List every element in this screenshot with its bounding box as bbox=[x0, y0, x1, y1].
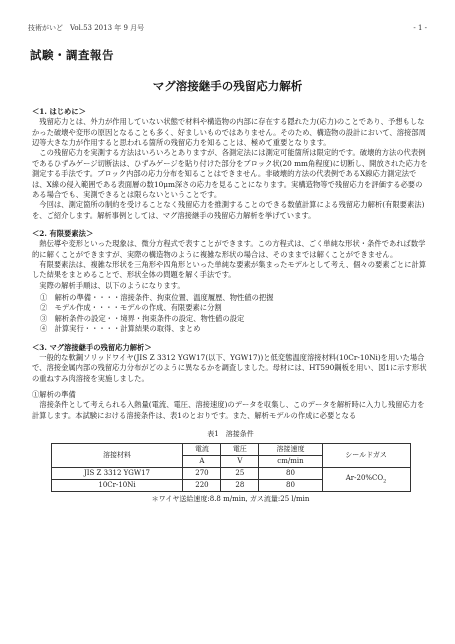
header-voltage: 電圧 bbox=[221, 444, 259, 456]
fem-paragraph: 有限要素法は、複雑な形状を三角形や四角形といった単純な要素が集まったモデルとして考え、個々の要素ごとに計算した結果をまとめることで、形状全体の問題を解く手法です。 bbox=[32, 260, 427, 280]
page-number: - 1 - bbox=[413, 24, 427, 32]
cell-speed: 80 bbox=[259, 480, 322, 492]
heading-introduction: ＜1. はじめに＞ bbox=[32, 107, 86, 116]
table-footnote: ＊ワイヤ送給速度:8.8 m/min, ガス流量:25 l/min bbox=[151, 495, 310, 504]
cell-voltage: 28 bbox=[221, 480, 259, 492]
mag-paragraph: 一般的な軟鋼ソリッドワイヤ(JIS Z 3312 YGW17(以下、YGW17))と低変態温度溶接材料(10Cr-10Ni)を用いた場合で、溶接金属内部の残留応力分布がどのように異なるかを調査しました。母材には、HT590鋼板を用い、図1に示す形状の重ねすみ肉溶接を実施しました。 bbox=[32, 352, 427, 383]
header-current: 電流 bbox=[183, 444, 221, 456]
cell-material: 10Cr-10Ni bbox=[51, 480, 183, 492]
cell-current: 270 bbox=[183, 468, 221, 480]
article-body bbox=[32, 107, 429, 505]
fem-paragraph: 熱伝導や変形といった現象は、微分方程式で表すことができます。この方程式は、ごく単純な形状・条件であれば数学的に解くことができますが、実際の構造物のように複雑な形状の場合は、そのままでは解くことができません。 bbox=[32, 239, 426, 259]
header-shield-gas: シールドガス bbox=[322, 444, 410, 468]
cell-current: 220 bbox=[183, 480, 221, 492]
intro-paragraph: この残留応力を実測する方法はいろいろとありますが、各測定法には測定可能箇所は限定的です。破壊的方法の代表例であるひずみゲージ切断法は、ひずみゲージを貼り付けた部分をブロック状(20 mm角程度)に切断し、開放された応力を測定する手法です。ブロック内部の応力分布を知ることはできません。非破壊的方法の代表例であるX線応力測定法では、X線の侵入範囲である表面層の数10μm深さの応力を見ることになります。実構造物等で残留応力を評価する必要のある場合でも、実測できるとは限らないということです。 bbox=[32, 148, 428, 199]
subheading-preparation: ①解析の準備 bbox=[32, 389, 76, 399]
cell-speed: 80 bbox=[259, 468, 322, 480]
section-title: 試験・調査報告 bbox=[30, 48, 114, 62]
analysis-step: ③ 解析条件の設定・・境界・拘束条件の設定、物性値の設定 bbox=[40, 313, 245, 323]
analysis-step: ① 解析の準備・・・・溶接条件、拘束位置、温度履歴、物性値の把握 bbox=[40, 293, 274, 303]
heading-fem: ＜2. 有限要素法＞ bbox=[32, 228, 94, 238]
table-row bbox=[51, 468, 410, 480]
cell-shield-gas: $Ar-20\%CO_2$ bbox=[322, 468, 410, 492]
heading-mag-analysis: ＜3. マグ溶接継手の残留応力解析＞ bbox=[32, 342, 152, 352]
analysis-steps-list bbox=[40, 293, 429, 334]
welding-conditions-table bbox=[51, 443, 411, 492]
journal-info: 技術がいど Vol.53 2013 年 9 月号 bbox=[28, 24, 145, 32]
unit-current: A bbox=[183, 456, 221, 468]
analysis-step: ④ 計算実行・・・・・計算結果の取得、まとめ bbox=[40, 324, 201, 334]
header-speed: 溶接速度 bbox=[259, 444, 322, 456]
unit-speed: cm/min bbox=[259, 456, 322, 468]
fem-paragraph: 実際の解析手順は、以下のようになります。 bbox=[39, 280, 185, 290]
table-header-row bbox=[51, 444, 410, 456]
cell-material: JIS Z 3312 YGW17 bbox=[51, 468, 183, 480]
cell-voltage: 25 bbox=[221, 468, 259, 480]
article-title: マグ溶接継手の残留応力解析 bbox=[152, 79, 303, 93]
preparation-paragraph: 溶接条件として考えられる入熱量(電流、電圧、溶接速度)のデータを収集し、このデータを解析時に入力し残留応力を計算します。本試験における溶接条件は、表1のとおりです。また、解析モデルの作成に必要となる bbox=[32, 400, 425, 420]
unit-voltage: V bbox=[221, 456, 259, 468]
page-header bbox=[28, 24, 427, 34]
header-material: 溶接材料 bbox=[51, 444, 183, 468]
analysis-step: ② モデル作成・・・・モデルの作成、有限要素に分割 bbox=[40, 303, 222, 313]
intro-paragraph: 残留応力とは、外力が作用していない状態で材料や構造物の内部に存在する隠れた力(応力)のことであり、予想もしなかった破壊や変形の原因となることも多く、好ましいものではありません。そのため、構造物の設計において、溶接部周辺等大きな力が作用すると思われる箇所の残留応力を知ることは、極めて重要となります。 bbox=[32, 117, 426, 148]
table-caption: 表1 溶接条件 bbox=[207, 430, 254, 439]
intro-paragraph: 今回は、測定箇所の制約を受けることなく残留応力を推測することのできる数値計算による残留応力解析(有限要素法)を、ご紹介します。解析事例としては、マグ溶接継手の残留応力解析を挙げています。 bbox=[32, 200, 425, 220]
